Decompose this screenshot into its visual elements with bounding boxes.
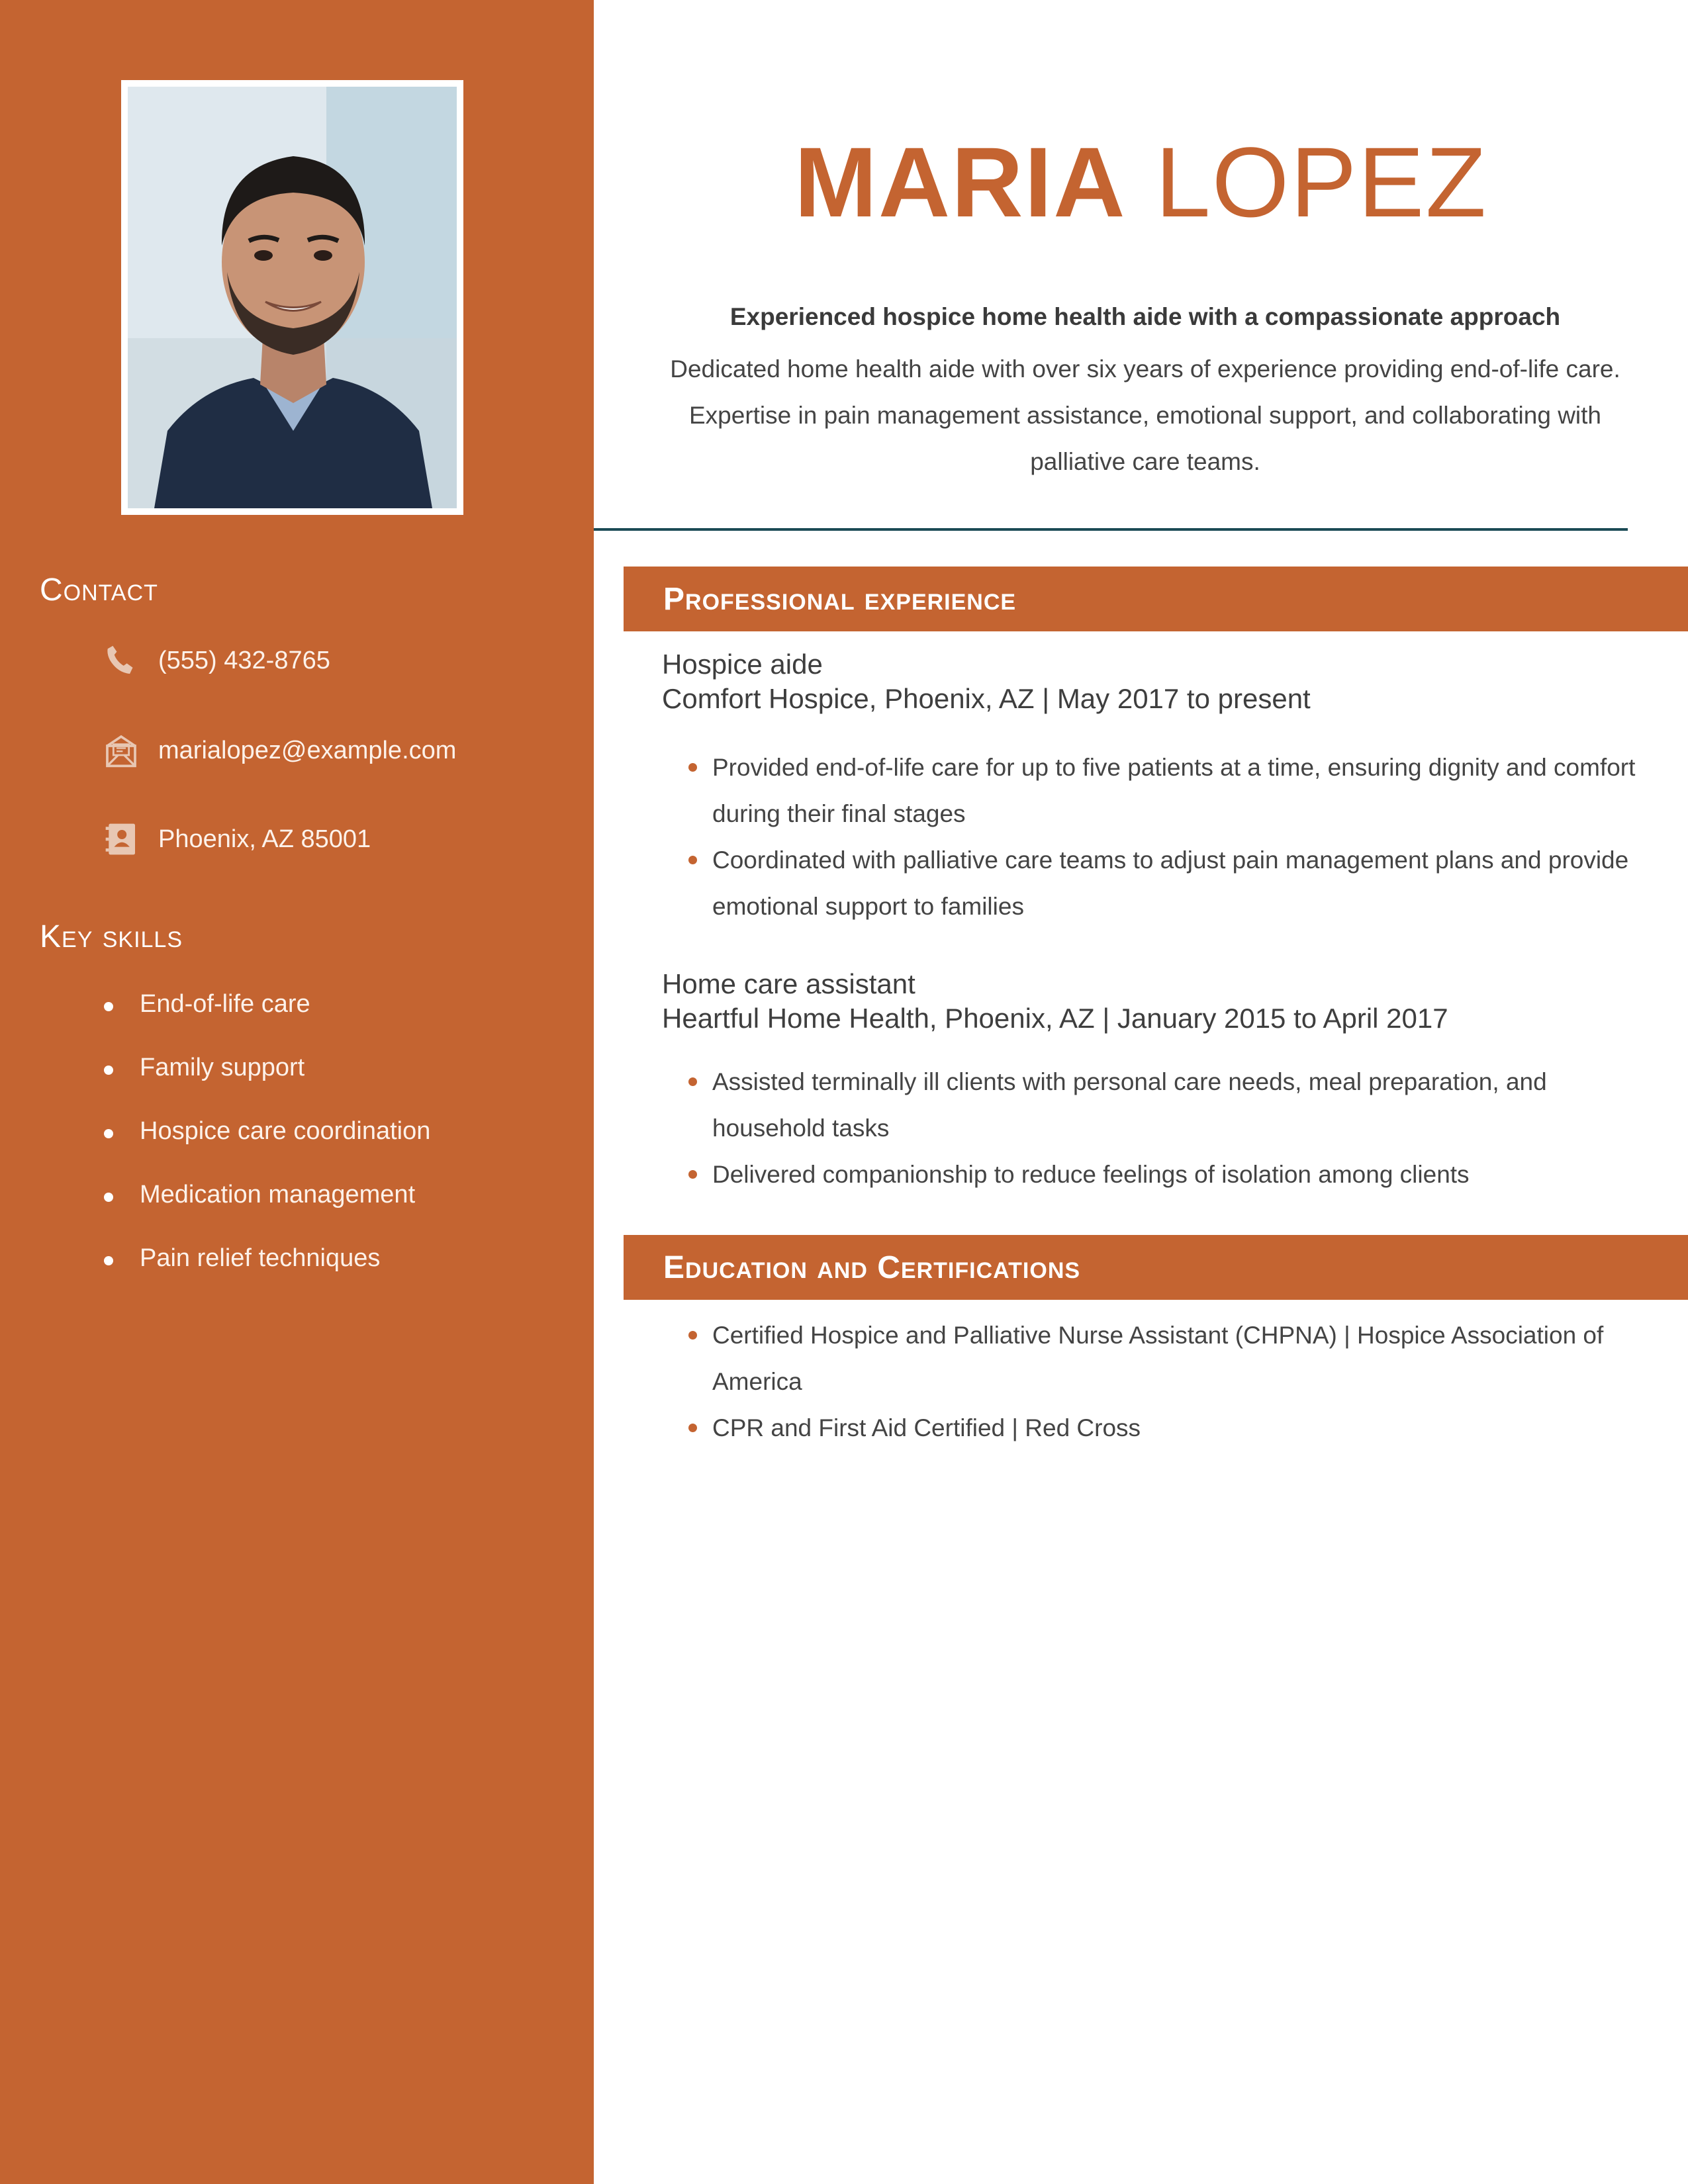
contact-phone[interactable]	[103, 642, 330, 679]
bullet-icon	[688, 1424, 697, 1432]
email-icon	[103, 732, 140, 769]
phone-icon	[103, 642, 140, 679]
skills-list	[103, 990, 430, 1308]
education-text: Certified Hospice and Palliative Nurse Assistant (CHPNA) | Hospice Association of America	[712, 1322, 1604, 1395]
skill-item	[103, 1181, 430, 1244]
bullet-icon	[688, 1170, 697, 1179]
job-title: Hospice aide	[662, 649, 823, 680]
skill-text: End-of-life care	[140, 990, 310, 1018]
contact-heading: Contact	[40, 572, 158, 608]
first-name: MARIA	[794, 126, 1127, 238]
bullet-icon	[104, 1193, 113, 1202]
bullet-item	[688, 1059, 1642, 1152]
education-list	[688, 1312, 1642, 1451]
bullet-icon	[688, 763, 697, 772]
summary-text: Dedicated home health aide with over six years of experience providing end-of-life care. Expertise in pain management assistance, emotional support, and collaborating with palliative care teams.	[670, 355, 1620, 475]
education-item	[688, 1312, 1642, 1405]
profile-photo-illustration	[128, 87, 457, 508]
contact-location[interactable]	[103, 821, 371, 858]
education-text: CPR and First Aid Certified | Red Cross	[712, 1414, 1141, 1441]
education-heading: Education and Certifications	[624, 1235, 1688, 1300]
bullet-icon	[688, 1077, 697, 1086]
experience-heading: Professional experience	[624, 567, 1688, 631]
contact-location-text: Phoenix, AZ 85001	[158, 825, 371, 853]
bullet-icon	[104, 1066, 113, 1075]
education-item	[688, 1405, 1642, 1451]
candidate-name	[594, 126, 1688, 238]
skill-item	[103, 990, 430, 1054]
job-bullets	[688, 1059, 1642, 1198]
skill-text: Medication management	[140, 1181, 416, 1208]
skill-text: Hospice care coordination	[140, 1117, 431, 1145]
contact-email-text: marialopez@example.com	[158, 736, 457, 764]
bullet-item	[688, 837, 1642, 930]
contact-email[interactable]	[103, 732, 456, 769]
bullet-icon	[104, 1002, 113, 1011]
job-meta: Comfort Hospice, Phoenix, AZ | May 2017 to present	[662, 683, 1311, 714]
skill-item	[103, 1117, 430, 1181]
profile-photo	[128, 87, 457, 508]
bullet-item	[688, 1152, 1642, 1198]
bullet-text: Provided end-of-life care for up to five patients at a time, ensuring dignity and comfort during their final stages	[712, 754, 1636, 827]
key-skills-heading: Key skills	[40, 919, 183, 954]
last-name: LOPEZ	[1155, 126, 1488, 238]
job-bullets	[688, 745, 1642, 930]
bullet-icon	[688, 856, 697, 864]
skill-item	[103, 1054, 430, 1117]
bullet-item	[688, 745, 1642, 837]
skill-item	[103, 1244, 430, 1308]
bullet-icon	[688, 1331, 697, 1340]
profile-photo-frame	[121, 80, 463, 515]
skill-text: Family support	[140, 1054, 305, 1081]
header-divider	[594, 528, 1628, 531]
address-card-icon	[103, 821, 140, 858]
bullet-text: Delivered companionship to reduce feelings of isolation among clients	[712, 1161, 1470, 1188]
job-meta: Heartful Home Health, Phoenix, AZ | January 2015 to April 2017	[662, 1003, 1448, 1034]
bullet-icon	[104, 1129, 113, 1138]
bullet-text: Assisted terminally ill clients with personal care needs, meal preparation, and household tasks	[712, 1068, 1547, 1142]
contact-phone-text: (555) 432-8765	[158, 646, 330, 674]
bullet-text: Coordinated with palliative care teams to adjust pain management plans and provide emotional support to families	[712, 846, 1629, 920]
job-title: Home care assistant	[662, 968, 915, 999]
summary-headline: Experienced hospice home health aide with a compassionate approach	[729, 303, 1561, 330]
sidebar	[0, 0, 594, 2184]
bullet-icon	[104, 1256, 113, 1265]
skill-text: Pain relief techniques	[140, 1244, 381, 1272]
